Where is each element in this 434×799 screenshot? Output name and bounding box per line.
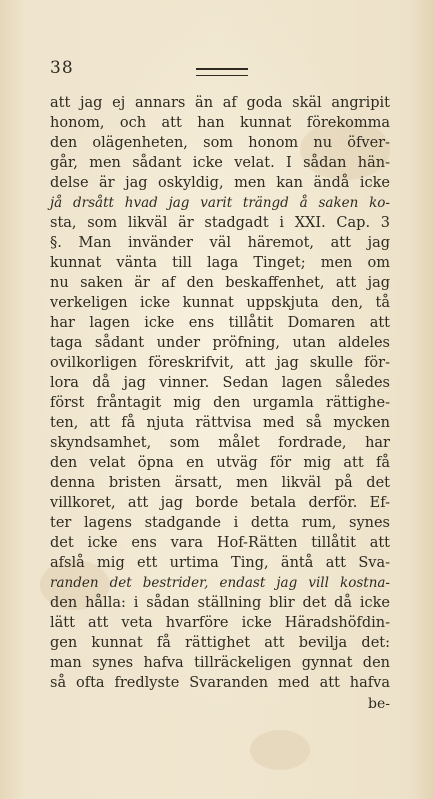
text-line: jå drsått hvad jag varit trängd å saken ko- <box>50 195 390 211</box>
header-rule <box>196 68 248 76</box>
text-line: man synes hafva tillräckeligen gynnat den <box>50 655 390 671</box>
text-line: har lagen icke ens tillåtit Domaren att <box>50 315 390 331</box>
paper-stain <box>250 730 310 770</box>
text-line: afslå mig ett urtima Ting, äntå att Sva- <box>50 555 390 571</box>
text-line: den velat öpna en utväg för mig att få <box>50 455 390 471</box>
text-line: det icke ens vara Hof-Rätten tillåtit att <box>50 535 390 551</box>
text-line: lora då jag vinner. Sedan lagen således <box>50 375 390 391</box>
text-line: delse är jag oskyldig, men kan ändå icke <box>50 175 390 191</box>
text-line: kunnat vänta till laga Tinget; men om <box>50 255 390 271</box>
page-number: 38 <box>50 58 74 78</box>
text-line: skyndsamhet, som målet fordrade, har <box>50 435 390 451</box>
body-text <box>50 93 390 693</box>
text-line: att jag ej annars än af goda skäl angripit <box>50 95 390 111</box>
text-line: gen kunnat få rättighet att bevilja det: <box>50 635 390 651</box>
text-line: randen det bestrider, endast jag vill kostna- <box>50 575 390 591</box>
catchword: be- <box>368 696 390 712</box>
text-line: lätt att veta hvarföre icke Häradshöfdin- <box>50 615 390 631</box>
text-line: går, men sådant icke velat. I sådan hän- <box>50 155 390 171</box>
text-line: så ofta fredlyste Svaranden med att hafva <box>50 675 390 691</box>
text-line: ter lagens stadgande i detta rum, synes <box>50 515 390 531</box>
text-line: först fråntagit mig den urgamla rättighe- <box>50 395 390 411</box>
page-header <box>0 58 434 82</box>
text-line: sta, som likväl är stadgadt i XXI. Cap. 3 <box>50 215 390 231</box>
text-line: ovilkorligen föreskrifvit, att jag skulle för- <box>50 355 390 371</box>
text-line: den olägenheten, som honom nu öfver- <box>50 135 390 151</box>
text-line: taga sådant under pröfning, utan aldeles <box>50 335 390 351</box>
text-line: ten, att få njuta rättvisa med så mycken <box>50 415 390 431</box>
text-line: §. Man invänder väl häremot, att jag <box>50 235 390 251</box>
text-line: den hålla: i sådan ställning blir det då icke <box>50 595 390 611</box>
text-line: verkeligen icke kunnat uppskjuta den, tå <box>50 295 390 311</box>
text-line: honom, och att han kunnat förekomma <box>50 115 390 131</box>
text-line: denna bristen ärsatt, men likväl på det <box>50 475 390 491</box>
text-line: villkoret, att jag borde betala derför. Ef- <box>50 495 390 511</box>
text-line: nu saken är af den beskaffenhet, att jag <box>50 275 390 291</box>
